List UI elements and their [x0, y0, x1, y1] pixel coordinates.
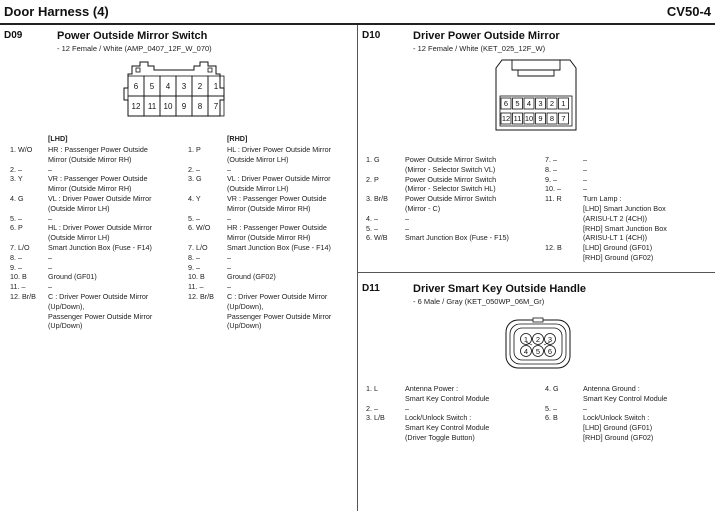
pin-description	[227, 174, 331, 194]
d11-title: Driver Smart Key Outside Handle	[413, 283, 587, 295]
pin-description	[405, 155, 496, 175]
pin-description-line: Lock/Unlock Switch :	[405, 413, 472, 423]
pin-description-line: HR : Passenger Power Outside	[227, 223, 327, 233]
pin-description	[227, 165, 231, 175]
pin-description-line: (ARISU-LT 2 (4CH))	[583, 213, 648, 223]
pin-number: 5. –	[10, 213, 22, 223]
d09-pin-label: 7	[213, 101, 219, 111]
pin-description-line: (Up/Down),	[48, 301, 85, 311]
pin-description	[405, 413, 489, 442]
pin-description	[48, 292, 152, 331]
d10-pin-label: 3	[538, 99, 543, 109]
pin-description-line: [RHD] Ground (GF02)	[583, 252, 654, 262]
pin-description-line: Power Outside Mirror Switch	[405, 174, 497, 184]
d09-title: Power Outside Mirror Switch	[57, 30, 208, 42]
pin-description-line: VL : Driver Power Outside Mirror	[48, 194, 152, 203]
pin-description-line: (Outside Mirror LH)	[227, 184, 289, 194]
pin-description	[48, 282, 52, 292]
pin-description-line: –	[583, 164, 587, 174]
d09-pin-label: 9	[181, 101, 187, 111]
pin-number: 6. B	[545, 413, 558, 423]
d09-pin-label: 11	[147, 101, 157, 111]
pin-description-line: (Up/Down)	[48, 321, 83, 331]
pin-number: 8. –	[545, 164, 557, 174]
pin-description	[405, 404, 409, 414]
pin-description	[583, 175, 587, 185]
pin-number: 4. –	[366, 213, 378, 223]
pin-description-line: C : Driver Power Outside Mirror	[48, 292, 149, 301]
pin-description	[227, 145, 331, 165]
d09-subtitle: - 12 Female / White (AMP_0407_12F_W_070)	[57, 44, 212, 53]
d11-pin-label: 4	[523, 346, 529, 356]
pin-number: 11. R	[545, 194, 562, 204]
pin-description	[583, 194, 667, 243]
pin-description-line: Turn Lamp :	[583, 194, 622, 204]
pin-number: 11. –	[188, 282, 204, 292]
pin-description	[583, 413, 653, 442]
pin-description-line: Smart Key Control Module	[405, 393, 490, 403]
pin-description-line: –	[405, 403, 409, 413]
d09-id: D09	[4, 30, 23, 41]
page-code: CV50-4	[666, 4, 711, 19]
pin-description	[583, 404, 587, 414]
pin-description-line: Power Outside Mirror Switch	[405, 194, 497, 204]
pin-number: 12. Br/B	[10, 292, 36, 301]
d10-pin-label: 7	[561, 114, 566, 124]
pin-description-line: –	[227, 213, 231, 223]
d10-pin-label: 6	[503, 99, 509, 109]
pin-description	[227, 194, 326, 214]
pin-number: 4. G	[545, 384, 559, 393]
pin-number: 12. B	[545, 243, 562, 253]
pin-description	[227, 282, 231, 292]
column-divider	[357, 25, 358, 511]
pin-number: 7. –	[545, 155, 557, 164]
pin-description-line: (Outside Mirror LH)	[48, 203, 110, 213]
d09-pin-label: 6	[133, 81, 139, 91]
pin-description-line: –	[48, 262, 52, 272]
pin-description	[583, 243, 653, 263]
pin-description-line: –	[227, 252, 231, 262]
pin-description-line: –	[227, 262, 231, 272]
pin-description	[583, 384, 667, 404]
pin-number: 5. –	[545, 403, 557, 413]
pin-description-line: [RHD] Ground (GF02)	[583, 432, 654, 442]
d11-pin-label: 2	[535, 334, 541, 344]
pin-description-line: Lock/Unlock Switch :	[583, 413, 650, 423]
pin-number: 10. –	[545, 184, 561, 194]
pin-description-line: (Outside Mirror LH)	[48, 233, 110, 243]
pin-number: 5. –	[188, 213, 200, 223]
pin-number: 1. L	[366, 384, 378, 393]
pin-description-line: Smart Key Control Module	[405, 423, 490, 433]
pin-number: 10. B	[10, 272, 27, 282]
d10-pin-label: 5	[515, 99, 520, 109]
pin-description-line: Power Outside Mirror Switch	[405, 155, 497, 164]
pin-description	[227, 272, 276, 282]
pin-description-line: –	[48, 252, 52, 262]
pin-description	[48, 174, 147, 194]
pin-description	[583, 165, 587, 175]
pin-description-line: [RHD] Smart Junction Box	[583, 223, 667, 233]
pin-number: 3. G	[188, 174, 202, 184]
pin-description-line: (Mirror - Selector Switch VL)	[405, 164, 496, 174]
pin-number: 6. W/O	[188, 223, 211, 233]
pin-number: 2. –	[366, 403, 378, 413]
d09-pin-label: 12	[131, 101, 141, 111]
section-divider	[358, 272, 715, 273]
pin-description-line: –	[48, 164, 52, 174]
d09-pin-label: 2	[197, 81, 203, 91]
pin-number: 9. –	[188, 262, 200, 272]
pin-description	[583, 155, 587, 165]
pin-description-line: (Driver Toggle Button)	[405, 432, 475, 442]
d09-pin-label: 10	[163, 101, 173, 111]
pin-description-line: Smart Junction Box (Fuse - F14)	[227, 243, 331, 252]
pin-description-line: [LHD] Smart Junction Box	[583, 203, 666, 213]
pin-description-line: –	[48, 213, 52, 223]
pin-description	[48, 253, 52, 263]
pin-description-line: C : Driver Power Outside Mirror	[227, 292, 328, 301]
d09-rhd-label: [RHD]	[227, 134, 248, 143]
d10-pin-label: 10	[524, 114, 534, 124]
pin-description-line: Smart Junction Box (Fuse - F14)	[48, 243, 152, 252]
pin-description	[227, 214, 231, 224]
pin-number: 11. –	[10, 282, 26, 292]
pin-description	[405, 384, 489, 404]
pin-description	[48, 263, 52, 273]
pin-description	[48, 145, 148, 165]
pin-number: 5. –	[366, 223, 378, 233]
pin-description-line: –	[405, 213, 409, 223]
pin-description-line: Mirror (Outside Mirror RH)	[227, 203, 311, 213]
pin-description	[227, 292, 331, 331]
d09-pin-label: 1	[213, 81, 219, 91]
pin-description-line: –	[227, 282, 231, 292]
pin-number: 9. –	[10, 262, 22, 272]
d10-subtitle: - 12 Female / White (KET_025_12F_W)	[413, 44, 546, 53]
d09-pin-label: 5	[149, 81, 155, 91]
pin-description-line: Mirror (Outside Mirror RH)	[48, 154, 132, 164]
pin-number: 10. B	[188, 272, 205, 282]
pin-number: 4. G	[10, 194, 24, 203]
d11-subtitle: - 6 Male / Gray (KET_050WP_06M_Gr)	[413, 297, 545, 306]
d10-left-list	[366, 155, 541, 265]
pin-description-line: (ARISU-LT 1 (4CH))	[583, 233, 648, 243]
d09-connector-diagram	[118, 58, 238, 122]
pin-number: 6. P	[10, 223, 23, 233]
pin-description	[48, 165, 52, 175]
d11-left-list	[366, 384, 541, 449]
d09-lhd-label: [LHD]	[48, 134, 68, 143]
d10-pin-label: 8	[549, 114, 555, 124]
pin-number: 6. W/B	[366, 233, 388, 243]
pin-description-line: Smart Key Control Module	[583, 393, 668, 403]
d11-id: D11	[362, 283, 380, 294]
pin-description	[405, 224, 409, 234]
d11-pin-label: 1	[523, 334, 529, 344]
pin-number: 1. W/O	[10, 145, 33, 154]
pin-description	[227, 223, 327, 243]
pin-description-line: VR : Passenger Power Outside	[227, 194, 327, 203]
pin-description-line: Ground (GF02)	[227, 272, 276, 282]
pin-description-line: –	[583, 174, 587, 184]
pin-description-line: [LHD] Ground (GF01)	[583, 423, 653, 433]
pin-number: 8. –	[10, 252, 22, 262]
pin-description	[48, 243, 152, 253]
pin-description-line: –	[583, 184, 587, 194]
pin-description-line: VR : Passenger Power Outside	[48, 174, 148, 184]
pin-description-line: HL : Driver Power Outside Mirror	[48, 223, 152, 233]
pin-number: 1. G	[366, 155, 380, 164]
pin-description-line: –	[583, 155, 587, 164]
pin-description-line: Passenger Power Outside Mirror	[48, 311, 153, 321]
pin-description	[227, 253, 231, 263]
pin-number: 1. P	[188, 145, 201, 154]
d09-pin-label: 3	[181, 81, 187, 91]
pin-description	[48, 194, 152, 214]
d10-pin-label: 11	[513, 114, 522, 124]
pin-description	[48, 214, 52, 224]
pin-number: 2. –	[188, 164, 200, 174]
pin-number: 3. Y	[10, 174, 23, 184]
pin-number: 4. Y	[188, 194, 201, 203]
pin-number: 2. –	[10, 164, 22, 174]
d11-pin-label: 5	[535, 346, 541, 356]
pin-number: 9. –	[545, 174, 557, 184]
pin-description	[405, 233, 509, 243]
pin-description-line: –	[405, 223, 409, 233]
pin-description-line: HR : Passenger Power Outside	[48, 145, 148, 154]
pin-number: 8. –	[188, 252, 200, 262]
d10-connector-diagram	[490, 56, 582, 132]
pin-description	[227, 263, 231, 273]
pin-description-line: Smart Junction Box (Fuse - F15)	[405, 233, 509, 243]
pin-number: 7. L/O	[10, 243, 30, 252]
pin-description-line: HL : Driver Power Outside Mirror	[227, 145, 331, 154]
d09-pin-label: 8	[197, 101, 203, 111]
d10-right-list	[545, 155, 713, 265]
pin-description-line: Mirror (Outside Mirror RH)	[48, 184, 132, 194]
d10-pin-label: 1	[561, 99, 566, 109]
pin-description-line: (Mirror - Selector Switch HL)	[405, 184, 496, 194]
d10-pin-label: 2	[549, 99, 555, 109]
page-title: Door Harness (4)	[4, 4, 109, 19]
d10-pin-label: 12	[501, 114, 511, 124]
pin-description-line: Antenna Power :	[405, 384, 459, 393]
d11-connector-diagram	[500, 316, 576, 372]
pin-number: 12. Br/B	[188, 292, 214, 301]
d10-id: D10	[362, 30, 381, 41]
d09-pin-label: 4	[165, 81, 171, 91]
pin-description	[405, 194, 496, 214]
pin-description	[583, 184, 587, 194]
pin-description-line: (Mirror - C)	[405, 203, 441, 213]
pin-description	[48, 223, 152, 243]
d09-rhd-list	[188, 145, 356, 345]
pin-description-line: (Up/Down),	[227, 301, 264, 311]
pin-description-line: –	[583, 403, 587, 413]
pin-description-line: [LHD] Ground (GF01)	[583, 243, 653, 253]
pin-number: 3. L/B	[366, 413, 385, 423]
d10-title: Driver Power Outside Mirror	[413, 30, 560, 42]
pin-description	[405, 175, 496, 195]
pin-description-line: Ground (GF01)	[48, 272, 97, 282]
d11-pin-label: 3	[547, 334, 553, 344]
pin-description-line: –	[48, 282, 52, 292]
pin-description-line: –	[227, 164, 231, 174]
d11-right-list	[545, 384, 713, 449]
pin-number: 3. Br/B	[366, 194, 388, 204]
pin-description	[405, 214, 409, 224]
pin-description-line: (Outside Mirror LH)	[227, 154, 289, 164]
pin-number: 2. P	[366, 174, 379, 184]
d11-pin-label: 6	[547, 346, 553, 356]
d09-lhd-list	[10, 145, 180, 345]
pin-description-line: Antenna Ground :	[583, 384, 640, 393]
d10-pin-label: 9	[538, 114, 543, 124]
d10-pin-label: 4	[526, 99, 532, 109]
pin-description-line: VL : Driver Power Outside Mirror	[227, 174, 331, 184]
pin-description-line: Mirror (Outside Mirror RH)	[227, 233, 311, 243]
pin-description	[227, 243, 331, 253]
pin-number: 7. L/O	[188, 243, 208, 252]
pin-description-line: (Up/Down)	[227, 321, 262, 331]
pin-description	[48, 272, 97, 282]
pin-description-line: Passenger Power Outside Mirror	[227, 311, 332, 321]
